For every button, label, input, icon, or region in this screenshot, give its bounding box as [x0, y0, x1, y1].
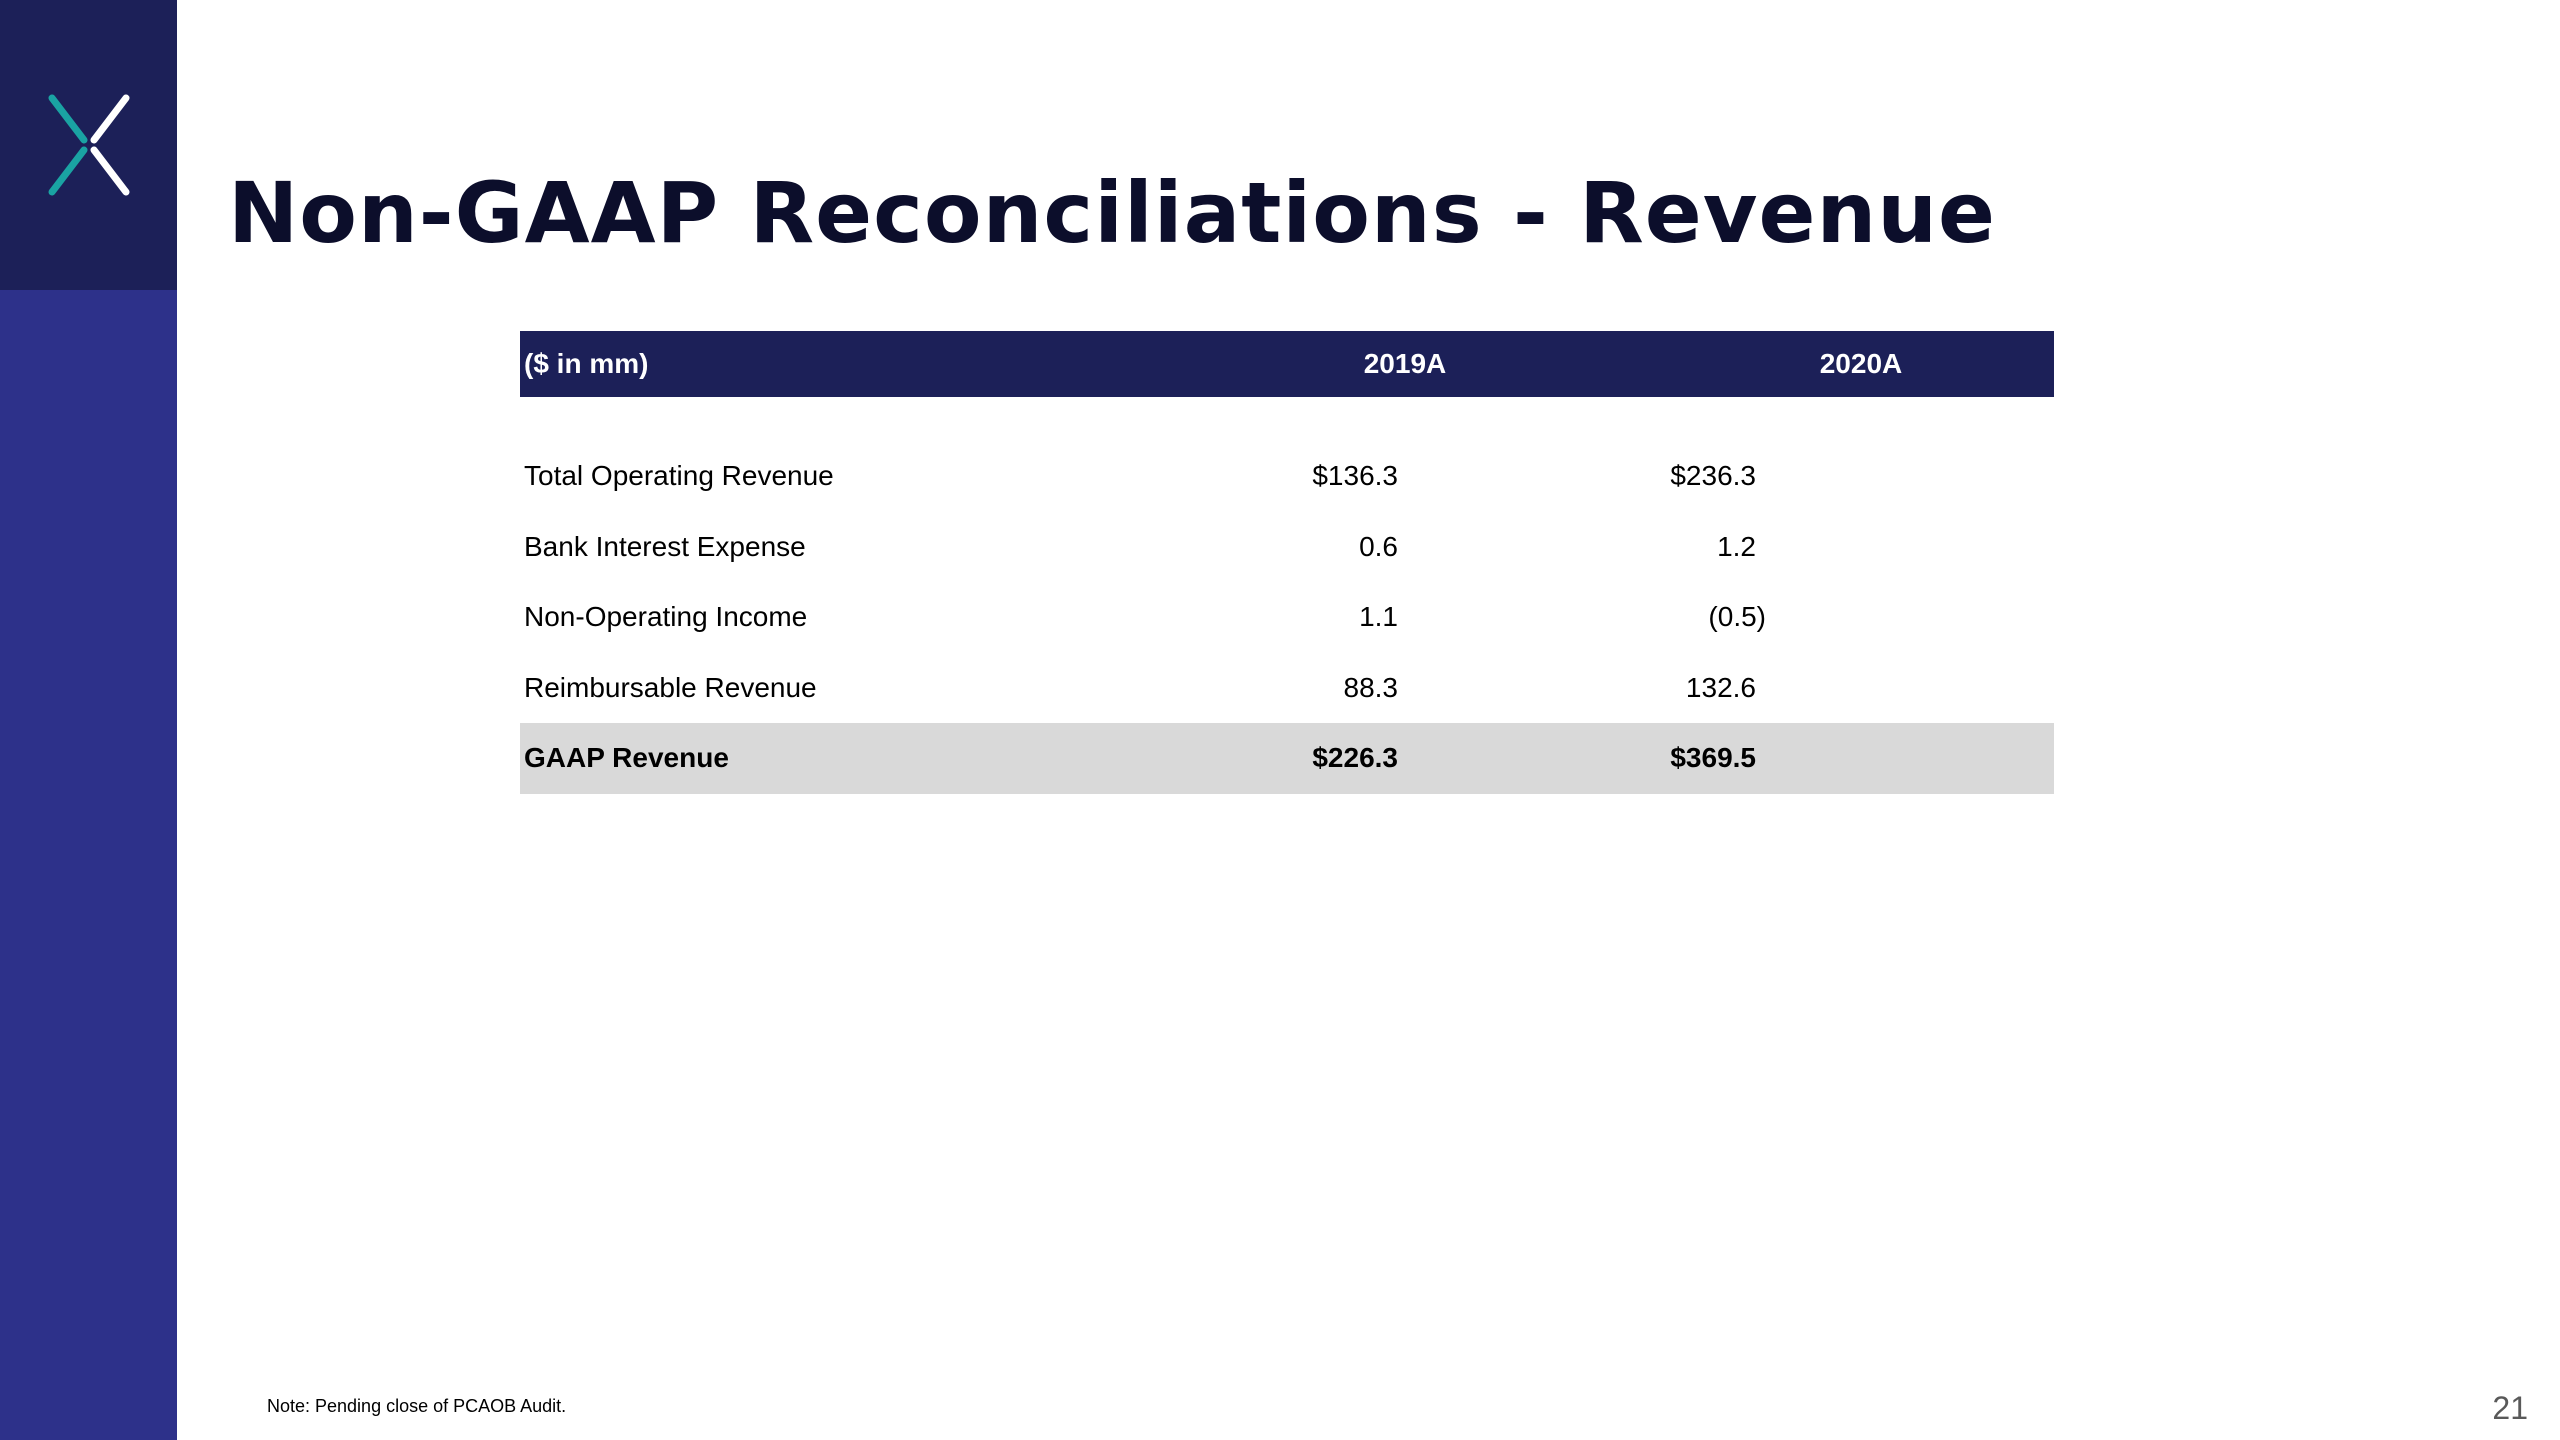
row-value-2019: $136.3	[1312, 460, 1398, 491]
total-label: GAAP Revenue	[524, 742, 729, 773]
sidebar-bar	[0, 0, 177, 1440]
row-label: Reimbursable Revenue	[524, 671, 817, 703]
row-value-2019: 0.6	[1359, 530, 1398, 562]
table-spacer	[520, 397, 2054, 441]
row-value-2019: 1.1	[1359, 601, 1398, 632]
table-row	[520, 441, 2054, 512]
x-logo-icon	[44, 90, 134, 200]
row-value-2020: (0.5)	[1708, 601, 1766, 632]
total-row	[520, 723, 2054, 794]
row-value-2019: 88.3	[1343, 671, 1398, 703]
row-value-2020: 132.6	[1685, 671, 1756, 703]
header-2020a: 2020A	[1819, 348, 1903, 379]
row-value-2020: 1.2	[1717, 530, 1756, 562]
row-value-2020: $236.3	[1670, 460, 1756, 491]
table-row	[520, 653, 2054, 724]
total-value-2019: $226.3	[1312, 742, 1398, 773]
total-value-2020: $369.5	[1670, 742, 1756, 773]
row-label: Bank Interest Expense	[524, 530, 806, 562]
table-header-row	[520, 331, 2054, 397]
header-2019a: 2019A	[1363, 348, 1447, 379]
reconciliation-table	[520, 331, 2054, 794]
row-label: Total Operating Revenue	[524, 460, 834, 491]
logo-block	[0, 0, 177, 290]
table-row	[520, 512, 2054, 583]
page-number: 21	[2492, 1390, 2528, 1426]
row-label: Non-Operating Income	[524, 601, 808, 632]
table-row	[520, 582, 2054, 653]
page-title: Non-GAAP Reconciliations - Revenue	[228, 164, 1997, 262]
footnote: Note: Pending close of PCAOB Audit.	[267, 1396, 567, 1416]
header-units-label: ($ in mm)	[524, 348, 649, 379]
